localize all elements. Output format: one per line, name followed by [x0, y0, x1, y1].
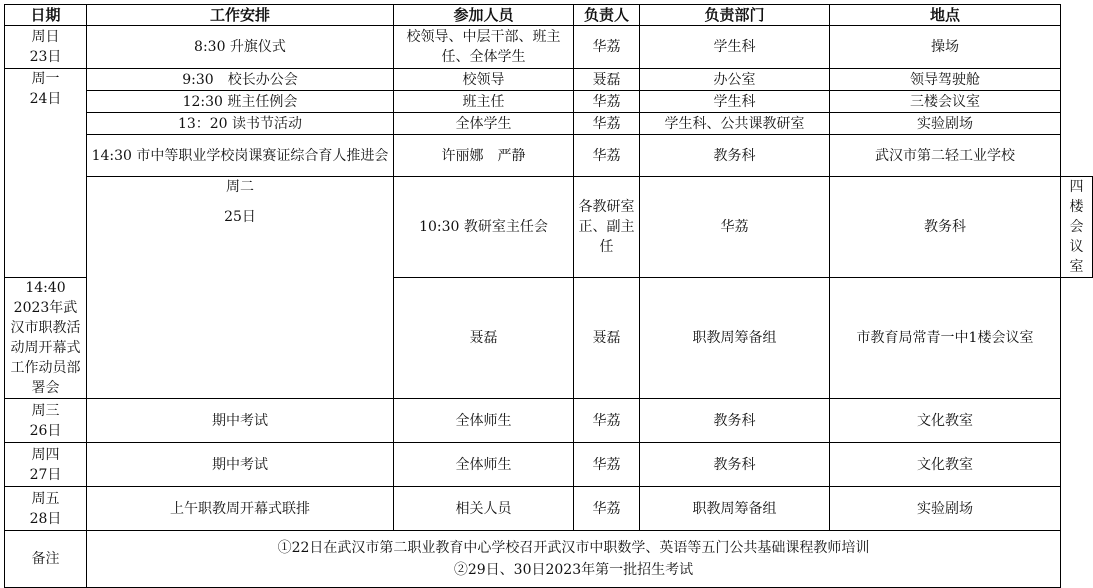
department-cell: 教务科	[640, 135, 830, 177]
department-cell: 教务科	[640, 399, 830, 443]
head-cell: 华荔	[574, 91, 640, 113]
weekday: 周二	[226, 179, 254, 195]
table-row	[5, 91, 1093, 113]
department-cell: 学生科	[640, 91, 830, 113]
head-cell: 华荔	[574, 487, 640, 531]
date-cell-sun	[5, 26, 87, 69]
head-cell: 华荔	[640, 177, 830, 278]
day-date: 23日	[29, 49, 62, 65]
notes-label: 备注	[5, 531, 87, 588]
date-cell-wed	[5, 399, 87, 443]
participants-cell: 聂磊	[394, 278, 574, 399]
note-line: ②29日、30日2023年第一批招生考试	[453, 562, 694, 578]
location-cell: 实验剧场	[830, 487, 1061, 531]
location-cell: 武汉市第二轻工业学校	[830, 135, 1061, 177]
location-cell: 四楼会议室	[1061, 177, 1093, 278]
participants-cell: 全体学生	[394, 113, 574, 135]
department-cell: 教务科	[830, 177, 1061, 278]
participants-cell: 全体师生	[394, 443, 574, 487]
department-cell: 教务科	[640, 443, 830, 487]
header-participants: 参加人员	[394, 5, 574, 26]
work-cell: 上午职教周开幕式联排	[87, 487, 394, 531]
day-date: 27日	[29, 466, 62, 483]
weekday: 周日	[31, 29, 60, 45]
table-row	[5, 443, 1093, 487]
weekday: 周三	[31, 402, 60, 419]
date-cell-mon	[5, 69, 87, 278]
location-cell: 领导驾驶舱	[830, 69, 1061, 91]
day-date: 24日	[29, 91, 62, 107]
location-cell: 文化教室	[830, 399, 1061, 443]
head-cell: 华荔	[574, 443, 640, 487]
work-cell: 14:30 市中等职业学校岗课赛证综合育人推进会	[87, 135, 394, 177]
work-cell: 10:30 教研室主任会	[394, 177, 574, 278]
department-cell: 学生科	[640, 26, 830, 69]
table-row	[5, 26, 1093, 69]
work-cell: 12:30 班主任例会	[87, 91, 394, 113]
date-cell-tue	[87, 177, 394, 399]
table-row	[5, 177, 1093, 278]
head-cell: 聂磊	[574, 278, 640, 399]
header-work: 工作安排	[87, 5, 394, 26]
head-cell: 华荔	[574, 26, 640, 69]
department-cell: 职教周筹备组	[640, 487, 830, 531]
location-cell: 市教育局常青一中1楼会议室	[830, 278, 1061, 399]
head-cell: 华荔	[574, 135, 640, 177]
department-cell: 学生科、公共课教研室	[640, 113, 830, 135]
weekday: 周一	[31, 71, 60, 87]
table-row	[5, 487, 1093, 531]
department-cell: 职教周筹备组	[640, 278, 830, 399]
location-cell: 三楼会议室	[830, 91, 1061, 113]
weekday: 周四	[31, 446, 60, 463]
participants-cell: 全体师生	[394, 399, 574, 443]
work-cell: 9:30 校长办公会	[87, 69, 394, 91]
header-person-in-charge: 负责人	[574, 5, 640, 26]
location-cell: 操场	[830, 26, 1061, 69]
participants-cell: 班主任	[394, 91, 574, 113]
table-row	[5, 135, 1093, 177]
notes-row	[5, 531, 1093, 588]
header-row	[5, 5, 1093, 26]
work-cell: 13：20 读书节活动	[87, 113, 394, 135]
participants-cell: 许丽娜 严静	[394, 135, 574, 177]
work-cell: 期中考试	[87, 443, 394, 487]
location-cell: 文化教室	[830, 443, 1061, 487]
table-row	[5, 69, 1093, 91]
table-row	[5, 399, 1093, 443]
participants-cell: 各教研室正、副主任	[574, 177, 640, 278]
day-date: 28日	[29, 510, 62, 527]
participants-cell: 相关人员	[394, 487, 574, 531]
notes-content	[87, 531, 1061, 588]
schedule-table	[4, 4, 1093, 588]
table-row	[5, 113, 1093, 135]
department-cell: 办公室	[640, 69, 830, 91]
participants-cell: 校领导、中层干部、班主任、全体学生	[394, 26, 574, 69]
header-location: 地点	[830, 5, 1061, 26]
day-date: 25日	[224, 209, 256, 225]
weekday: 周五	[31, 490, 60, 507]
day-date: 26日	[29, 422, 62, 439]
head-cell: 聂磊	[574, 69, 640, 91]
date-cell-fri	[5, 487, 87, 531]
work-cell: 14:40 2023年武汉市职教活动周开幕式工作动员部署会	[5, 278, 87, 399]
date-cell-thu	[5, 443, 87, 487]
head-cell: 华荔	[574, 399, 640, 443]
location-cell: 实验剧场	[830, 113, 1061, 135]
header-date: 日期	[5, 5, 87, 26]
header-department: 负责部门	[640, 5, 830, 26]
head-cell: 华荔	[574, 113, 640, 135]
work-cell: 8:30 升旗仪式	[87, 26, 394, 69]
work-cell: 期中考试	[87, 399, 394, 443]
participants-cell: 校领导	[394, 69, 574, 91]
note-line: ①22日在武汉市第二职业教育中心学校召开武汉市中职数学、英语等五门公共基础课程教师培训	[277, 540, 870, 556]
